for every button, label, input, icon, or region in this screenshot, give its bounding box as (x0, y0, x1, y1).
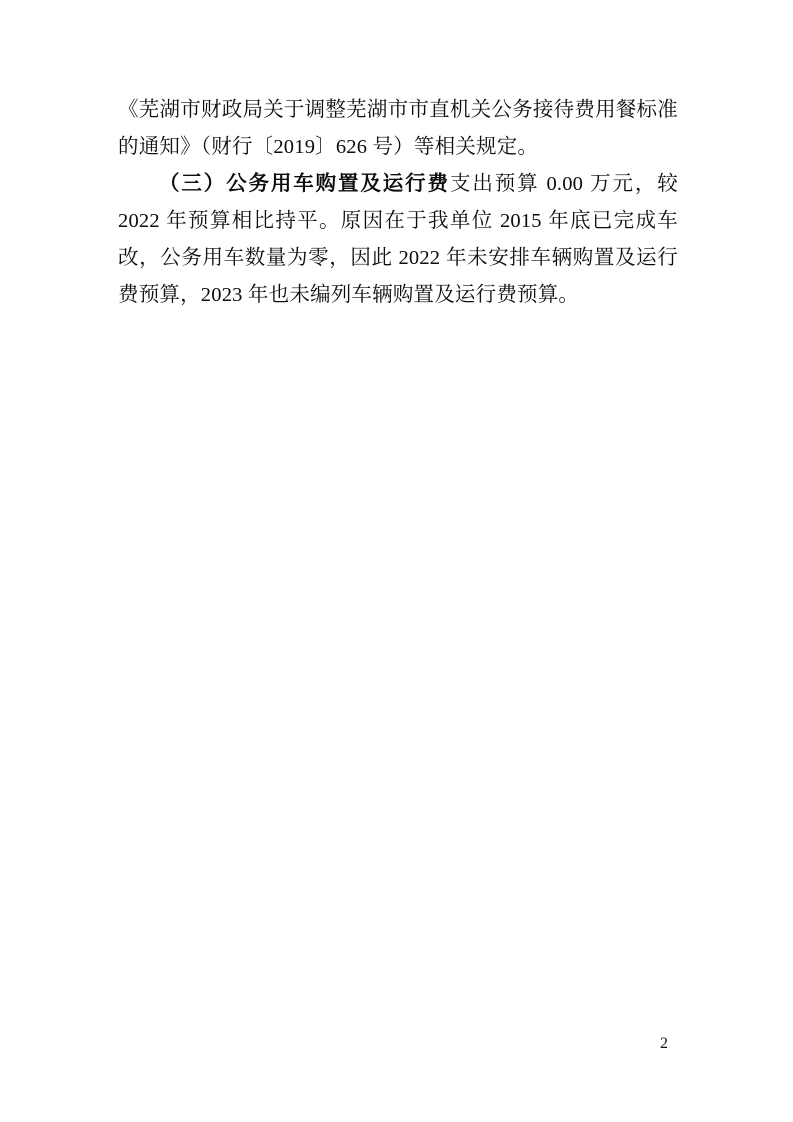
paragraph-text: 《芜湖市财政局关于调整芜湖市市直机关公务接待费用餐标准的通知》（财行〔2019〕626 号）等相关规定。 (118, 99, 678, 158)
paragraph-heading-inline: （三）公务用车购置及运行费 (159, 173, 450, 195)
page-number: 2 (660, 1035, 668, 1052)
paragraph-vehicle-budget (118, 166, 678, 314)
document-body (118, 92, 678, 314)
paragraph-regulation-reference (118, 92, 678, 166)
paragraph-text: 支出预算 0.00 万元，较 2022 年预算相比持平。原因在于我单位 2015 年底已完成车改，公务用车数量为零，因此 2022 年未安排车辆购置及运行费预算，2023 年也未编列车辆购置及运行费预算。 (118, 173, 678, 306)
